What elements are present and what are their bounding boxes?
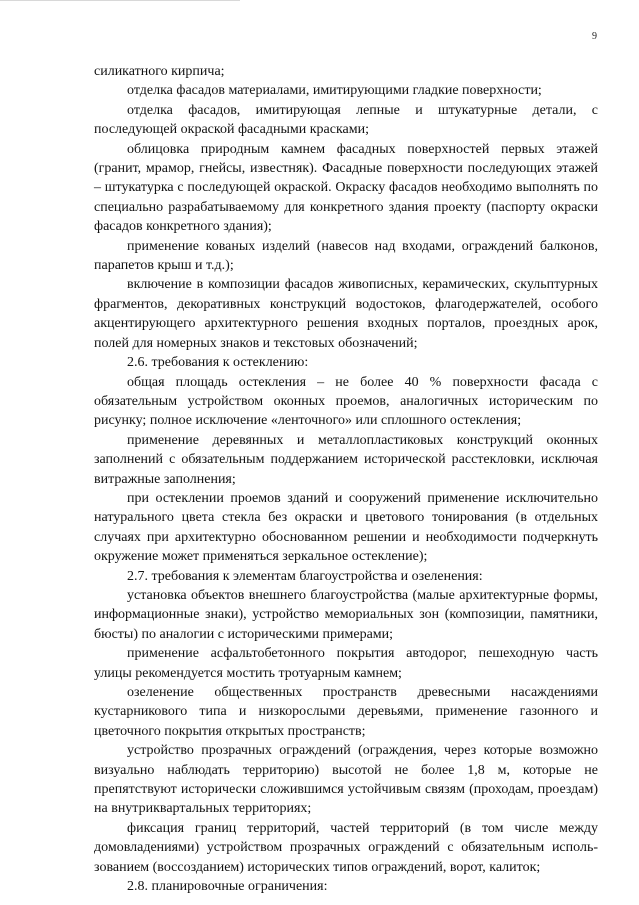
paragraph: применение деревянных и металлопластиковых конструкций оконных заполнений с обязательным поддержанием исторической расстекловки, исключая витражные заполнения; bbox=[94, 432, 598, 487]
paragraph: применение асфальтобетонного покрытия автодорог, пешеходную часть улицы рекомендуется мостить тротуарным камнем; bbox=[94, 646, 598, 681]
paragraph: силикатного кирпича; bbox=[94, 64, 225, 79]
paragraph: фиксация границ территорий, частей территорий (в том числе между домовладениями) устройством прозрачных ограждений с обязательным исполь-зованием (воссозданием) исторических типов ограждений, ворот, калиток; bbox=[94, 820, 598, 875]
paragraph: отделка фасадов, имитирующая лепные и штукатурные детали, с последующей окраской фасадными красками; bbox=[94, 102, 598, 138]
document-body bbox=[94, 62, 598, 896]
paragraph: озеленение общественных пространств древесными насаждениями кустарникового типа и низкорослыми деревьями, применение газонного и цветочного покрытия открытых пространств; bbox=[94, 685, 598, 739]
paragraph: применение кованых изделий (навесов над входами, ограждений балконов, парапетов крыш и т.д.); bbox=[94, 238, 598, 274]
paragraph: устройство прозрачных ограждений (ограждения, через которые возможно визуально наблюдать территорию) высотой не более 1,8 м, которые не препятствуют исторически сложившимся устойчивым связям (проходам, проездам) на внутриквартальных территориях; bbox=[94, 743, 598, 817]
scan-edge-line bbox=[0, 0, 240, 1]
paragraph: отделка фасадов материалами, имитирующими гладкие поверхности; bbox=[127, 83, 542, 99]
page-number: 9 bbox=[592, 31, 597, 42]
section-heading: 2.8. планировочные ограничения: bbox=[127, 879, 328, 895]
paragraph: включение в композиции фасадов живописных, керамических, скульптурных фрагментов, декоративных конструкций водостоков, флагодержателей, особого акцентирующего архитектурного решения входных порталов, проездных арок, полей для номерных знаков и текстовых обозначений; bbox=[94, 277, 598, 351]
paragraph: облицовка природным камнем фасадных поверхностей первых этажей (гранит, мрамор, гнейсы, известняк). Фасадные поверхности последующих этажей – штукатурка с последующей окраской. Окраску фасадов необходимо выполнять по специально разрабатываемому для конкретного здания проекту (паспорту окраски фасадов конкретного здания); bbox=[94, 141, 598, 235]
paragraph: при остеклении проемов зданий и сооружений применение исключительно натурального цвета стекла без окраски и цветового тонирования (в отдельных случаях при архитектурно обоснованном решении и необходимости подчеркнуть окружение может применяться зеркальное остекление); bbox=[94, 490, 598, 565]
paragraph: общая площадь остекления – не более 40 % поверхности фасада с обязательным устройством оконных проемов, аналогичных историческим по рисунку; полное исключение «ленточного» или сплошного остекления; bbox=[94, 374, 598, 429]
section-heading: 2.7. требования к элементам благоустройства и озеленения: bbox=[127, 568, 483, 584]
section-heading: 2.6. требования к остеклению: bbox=[127, 355, 309, 371]
paragraph: установка объектов внешнего благоустройства (малые архитектурные формы, информационные знаки), устройство мемориальных зон (композиции, памятники, бюсты) по аналогии с историческими примерами; bbox=[94, 587, 598, 642]
